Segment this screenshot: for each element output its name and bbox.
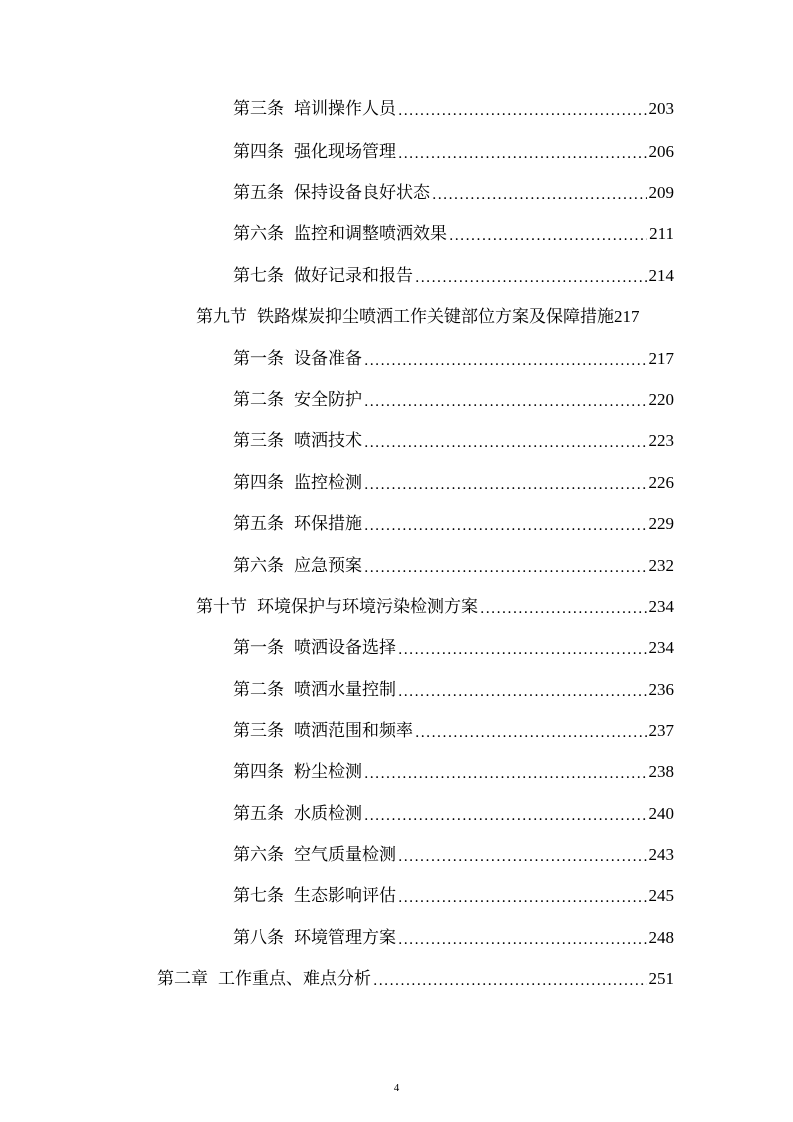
toc-entry[interactable] bbox=[233, 262, 674, 290]
toc-entry-page: 245 bbox=[648, 886, 674, 905]
toc-entry[interactable] bbox=[233, 469, 674, 497]
dot-leader bbox=[480, 593, 647, 621]
toc-entry[interactable] bbox=[233, 882, 674, 910]
toc-entry-chapter[interactable] bbox=[157, 965, 674, 993]
toc-entry[interactable] bbox=[233, 924, 674, 952]
dot-leader bbox=[364, 427, 647, 455]
toc-entry-title: 保持设备良好状态 bbox=[294, 183, 430, 203]
toc-entry-page: 240 bbox=[648, 804, 674, 823]
toc-entry-label: 第三条 bbox=[233, 431, 284, 451]
toc-entry-page: 209 bbox=[648, 183, 674, 202]
dot-leader bbox=[398, 138, 647, 166]
toc-entry-title: 环保措施 bbox=[294, 514, 362, 534]
toc-entry-title: 喷洒范围和频率 bbox=[294, 721, 413, 741]
toc-entry-title: 喷洒设备选择 bbox=[294, 638, 396, 658]
toc-entry-label: 第二章 bbox=[157, 969, 208, 989]
dot-leader bbox=[364, 800, 647, 828]
toc-entry-page: 217 bbox=[648, 349, 674, 368]
toc-entry-page: 236 bbox=[648, 680, 674, 699]
toc-entry-page: 223 bbox=[648, 431, 674, 450]
toc-entry-title: 强化现场管理 bbox=[294, 142, 396, 162]
toc-entry[interactable] bbox=[233, 427, 674, 455]
toc-entry-section[interactable] bbox=[196, 593, 674, 621]
toc-entry-title: 监控和调整喷洒效果 bbox=[294, 224, 447, 244]
dot-leader bbox=[432, 179, 647, 207]
dot-leader bbox=[364, 758, 647, 786]
dot-leader bbox=[398, 882, 647, 910]
toc-entry-title: 喷洒水量控制 bbox=[294, 680, 396, 700]
toc-entry-label: 第九节 bbox=[196, 307, 247, 327]
toc-entry-title: 培训操作人员 bbox=[294, 99, 396, 119]
toc-entry-page: 232 bbox=[648, 556, 674, 575]
toc-entry-label: 第十节 bbox=[196, 597, 247, 617]
dot-leader bbox=[398, 95, 647, 123]
toc-entry[interactable] bbox=[233, 634, 674, 662]
toc-entry-page: 243 bbox=[648, 845, 674, 864]
toc-entry-title: 做好记录和报告 bbox=[294, 266, 413, 286]
toc-entry-title: 工作重点、难点分析 bbox=[218, 969, 371, 989]
toc-entry[interactable] bbox=[233, 220, 674, 248]
toc-entry[interactable] bbox=[233, 179, 674, 207]
toc-entry-title: 监控检测 bbox=[294, 473, 362, 493]
dot-leader bbox=[364, 469, 647, 497]
toc-entry[interactable] bbox=[233, 95, 674, 123]
dot-leader bbox=[398, 841, 647, 869]
dot-leader bbox=[415, 717, 647, 745]
toc-entry-title: 设备准备 bbox=[294, 349, 362, 369]
toc-entry-title: 空气质量检测 bbox=[294, 845, 396, 865]
toc-entry-label: 第五条 bbox=[233, 514, 284, 534]
toc-entry-section[interactable] bbox=[196, 303, 674, 331]
toc-entry[interactable] bbox=[233, 386, 674, 414]
toc-entry-label: 第四条 bbox=[233, 762, 284, 782]
dot-leader bbox=[364, 386, 647, 414]
toc-entry-page: 234 bbox=[648, 638, 674, 657]
dot-leader bbox=[398, 924, 647, 952]
toc-entry[interactable] bbox=[233, 800, 674, 828]
toc-entry[interactable] bbox=[233, 841, 674, 869]
toc-entry-label: 第八条 bbox=[233, 928, 284, 948]
toc-entry-label: 第六条 bbox=[233, 224, 284, 244]
dot-leader bbox=[398, 634, 647, 662]
toc-entry-page: 203 bbox=[648, 99, 674, 118]
toc-entry-label: 第一条 bbox=[233, 638, 284, 658]
toc-entry-label: 第四条 bbox=[233, 142, 284, 162]
toc-entry-page: 229 bbox=[648, 514, 674, 533]
toc-entry-label: 第一条 bbox=[233, 349, 284, 369]
toc-entry-title: 喷洒技术 bbox=[294, 431, 362, 451]
toc-entry-label: 第六条 bbox=[233, 556, 284, 576]
toc-entry-label: 第二条 bbox=[233, 390, 284, 410]
dot-leader bbox=[364, 552, 647, 580]
dot-leader bbox=[449, 220, 647, 248]
toc-entry-page: 238 bbox=[648, 762, 674, 781]
dot-leader bbox=[373, 965, 647, 993]
toc-entry-label: 第四条 bbox=[233, 473, 284, 493]
toc-entry[interactable] bbox=[233, 510, 674, 538]
toc-entry-page: 220 bbox=[648, 390, 674, 409]
toc-entry-page: 206 bbox=[648, 142, 674, 161]
toc-entry[interactable] bbox=[233, 676, 674, 704]
toc-entry-page: 217 bbox=[614, 307, 640, 326]
toc-entry-title: 环境保护与环境污染检测方案 bbox=[257, 597, 478, 617]
toc-entry[interactable] bbox=[233, 345, 674, 373]
dot-leader bbox=[364, 510, 647, 538]
toc-entry-title: 环境管理方案 bbox=[294, 928, 396, 948]
toc-entry[interactable] bbox=[233, 758, 674, 786]
page-number: 4 bbox=[393, 1082, 400, 1094]
toc-entry-label: 第五条 bbox=[233, 183, 284, 203]
toc-entry-title: 铁路煤炭抑尘喷洒工作关键部位方案及保障措施 bbox=[257, 307, 614, 327]
toc-entry-page: 237 bbox=[648, 721, 674, 740]
toc-entry-page: 226 bbox=[648, 473, 674, 492]
toc-entry-page: 248 bbox=[648, 928, 674, 947]
toc-entry-label: 第三条 bbox=[233, 721, 284, 741]
toc-entry-page: 214 bbox=[648, 266, 674, 285]
toc-entry-label: 第六条 bbox=[233, 845, 284, 865]
toc-entry-title: 生态影响评估 bbox=[294, 886, 396, 906]
toc-entry-title: 粉尘检测 bbox=[294, 762, 362, 782]
toc-entry-label: 第五条 bbox=[233, 804, 284, 824]
toc-entry[interactable] bbox=[233, 717, 674, 745]
toc-entry-title: 应急预案 bbox=[294, 556, 362, 576]
toc-entry[interactable] bbox=[233, 138, 674, 166]
toc-entry-page: 251 bbox=[648, 969, 674, 988]
dot-leader bbox=[364, 345, 647, 373]
toc-entry-label: 第二条 bbox=[233, 680, 284, 700]
toc-entry-label: 第七条 bbox=[233, 886, 284, 906]
dot-leader bbox=[398, 676, 647, 704]
toc-entry-page: 234 bbox=[648, 597, 674, 616]
toc-entry-label: 第三条 bbox=[233, 99, 284, 119]
toc-entry-title: 水质检测 bbox=[294, 804, 362, 824]
dot-leader bbox=[415, 262, 647, 290]
toc-entry[interactable] bbox=[233, 552, 674, 580]
toc-entry-label: 第七条 bbox=[233, 266, 284, 286]
toc-entry-page: 211 bbox=[649, 224, 674, 243]
toc-entry-title: 安全防护 bbox=[294, 390, 362, 410]
